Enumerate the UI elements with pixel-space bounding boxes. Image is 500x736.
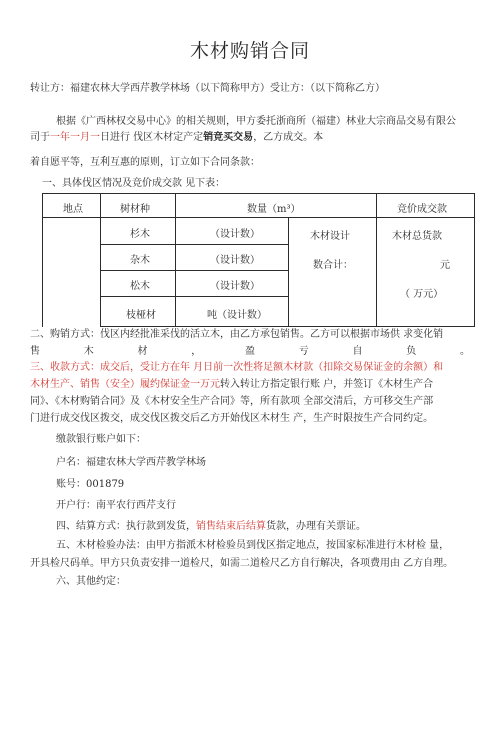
quantity-cell: 吨（设计数） xyxy=(207,310,267,321)
para1-line1: 根据《广西林权交易中心》的相关规则，甲方委托浙商所（福建）林业大宗商品交易有限公 xyxy=(56,116,456,127)
logging-area-table xyxy=(42,193,475,327)
deadline-clause: 年 月日前一次性将足额木材款（扣除交易保证金的余额）和 xyxy=(180,362,444,373)
section-3-lead: 三、收款方式：成交后，受让方在 xyxy=(30,362,180,373)
account-bank: 开户行：南平农行西芹支行 xyxy=(56,500,176,511)
parties-line: 转让方：福建农林大学西芹教学林场（以下简称甲方）受让方：（以下简称乙方） xyxy=(30,83,385,94)
trade-type: 销竞买交易 xyxy=(203,132,254,143)
section-5-line1: 五、木材检验办法：由甲方指派木材检验员到伐区指定地点，按国家标准进行木材检 量， xyxy=(56,540,450,551)
word: 木 xyxy=(83,346,94,357)
section-6-heading: 六、其他约定： xyxy=(56,576,126,587)
quantity-cell: （设计数） xyxy=(210,255,260,266)
word: 亏 xyxy=(298,346,309,357)
word: 负 xyxy=(406,346,417,357)
section-4-text: 四、结算方式：执行款到发货， xyxy=(56,521,196,532)
header-price: 竞价成交款 xyxy=(397,204,447,215)
section-2-line2 xyxy=(30,345,470,358)
section-1-heading: 一、具体伐区情况及竞价成交款 见下表： xyxy=(42,178,226,189)
account-number: 账号：001879 xyxy=(56,479,125,490)
contract-title: 木材购销合同 xyxy=(189,40,310,62)
settlement-timing: 销售结束后结算 xyxy=(196,521,266,532)
account-intro: 缴款银行账户如下： xyxy=(56,434,146,445)
design-total-label: 木材设计 xyxy=(310,231,350,242)
header-species: 树材种 xyxy=(120,204,150,215)
section-4-text: 货款，办理有关票证。 xyxy=(266,521,366,532)
account-name: 户名：福建农林大学西芹教学林场 xyxy=(56,457,206,468)
word: 自 xyxy=(352,346,363,357)
species-cell: 松木 xyxy=(130,281,150,292)
section-3-line1 xyxy=(30,361,443,374)
quantity-cell: （设计数） xyxy=(210,229,260,240)
para1-text: 日进行 伐区木材定产定 xyxy=(100,132,204,143)
header-quantity: 数量（m³） xyxy=(247,204,301,215)
deposit-clause: 木材生产、销售（安全）履约保证金一万元 xyxy=(30,379,220,390)
word: 盈 xyxy=(245,346,255,357)
para1-line2 xyxy=(30,131,323,144)
header-location: 地点 xyxy=(63,204,83,215)
word: ， xyxy=(191,346,202,357)
section-3-line2 xyxy=(30,378,433,391)
section-5-line2: 开具检尺码单。甲方只负责安排一道检尺，如需二道检尺乙方自行解决，各项费用由 乙方自理。 xyxy=(30,558,454,569)
species-cell: 枝桠材 xyxy=(126,310,156,321)
section-3-text: 转入转让方指定银行账 户，并签订《木材生产合 xyxy=(220,379,434,390)
para1-text: 司于 xyxy=(30,132,50,143)
word: 。 xyxy=(460,346,470,357)
species-cell: 杂木 xyxy=(130,255,150,266)
word: 售 xyxy=(30,346,40,357)
word: 材 xyxy=(137,346,148,357)
section-3-line4: 门进行成交伐区拨交，成交伐区拨交后乙方开始伐区木材生 产，生产时限按生产合同约定。 xyxy=(30,413,434,424)
total-price-wan: （ 万元） xyxy=(400,289,444,300)
design-total-value: 数合计： xyxy=(313,260,353,271)
para1-line3: 着自愿平等，互利互惠的原则，订立如下合同条款： xyxy=(30,157,260,168)
para1-text: ，乙方成交。本 xyxy=(253,132,324,143)
quantity-cell: （设计数） xyxy=(210,281,260,292)
total-price-unit: 元 xyxy=(440,260,450,271)
section-2-line1: 二、购销方式：伐区内经批准采伐的活立木，由乙方承包销售。乙方可以根据市场供 求变化销 xyxy=(30,329,444,340)
species-cell: 杉木 xyxy=(130,229,150,240)
total-price-label: 木材总货款 xyxy=(392,231,442,242)
section-4 xyxy=(56,520,366,533)
section-3-line3: 同》、《木材购销合同》及《木材安全生产合同》等，所有款项 全部交清后，方可移交生产部 xyxy=(30,396,434,407)
date-placeholder: 一年一月一 xyxy=(50,132,100,143)
